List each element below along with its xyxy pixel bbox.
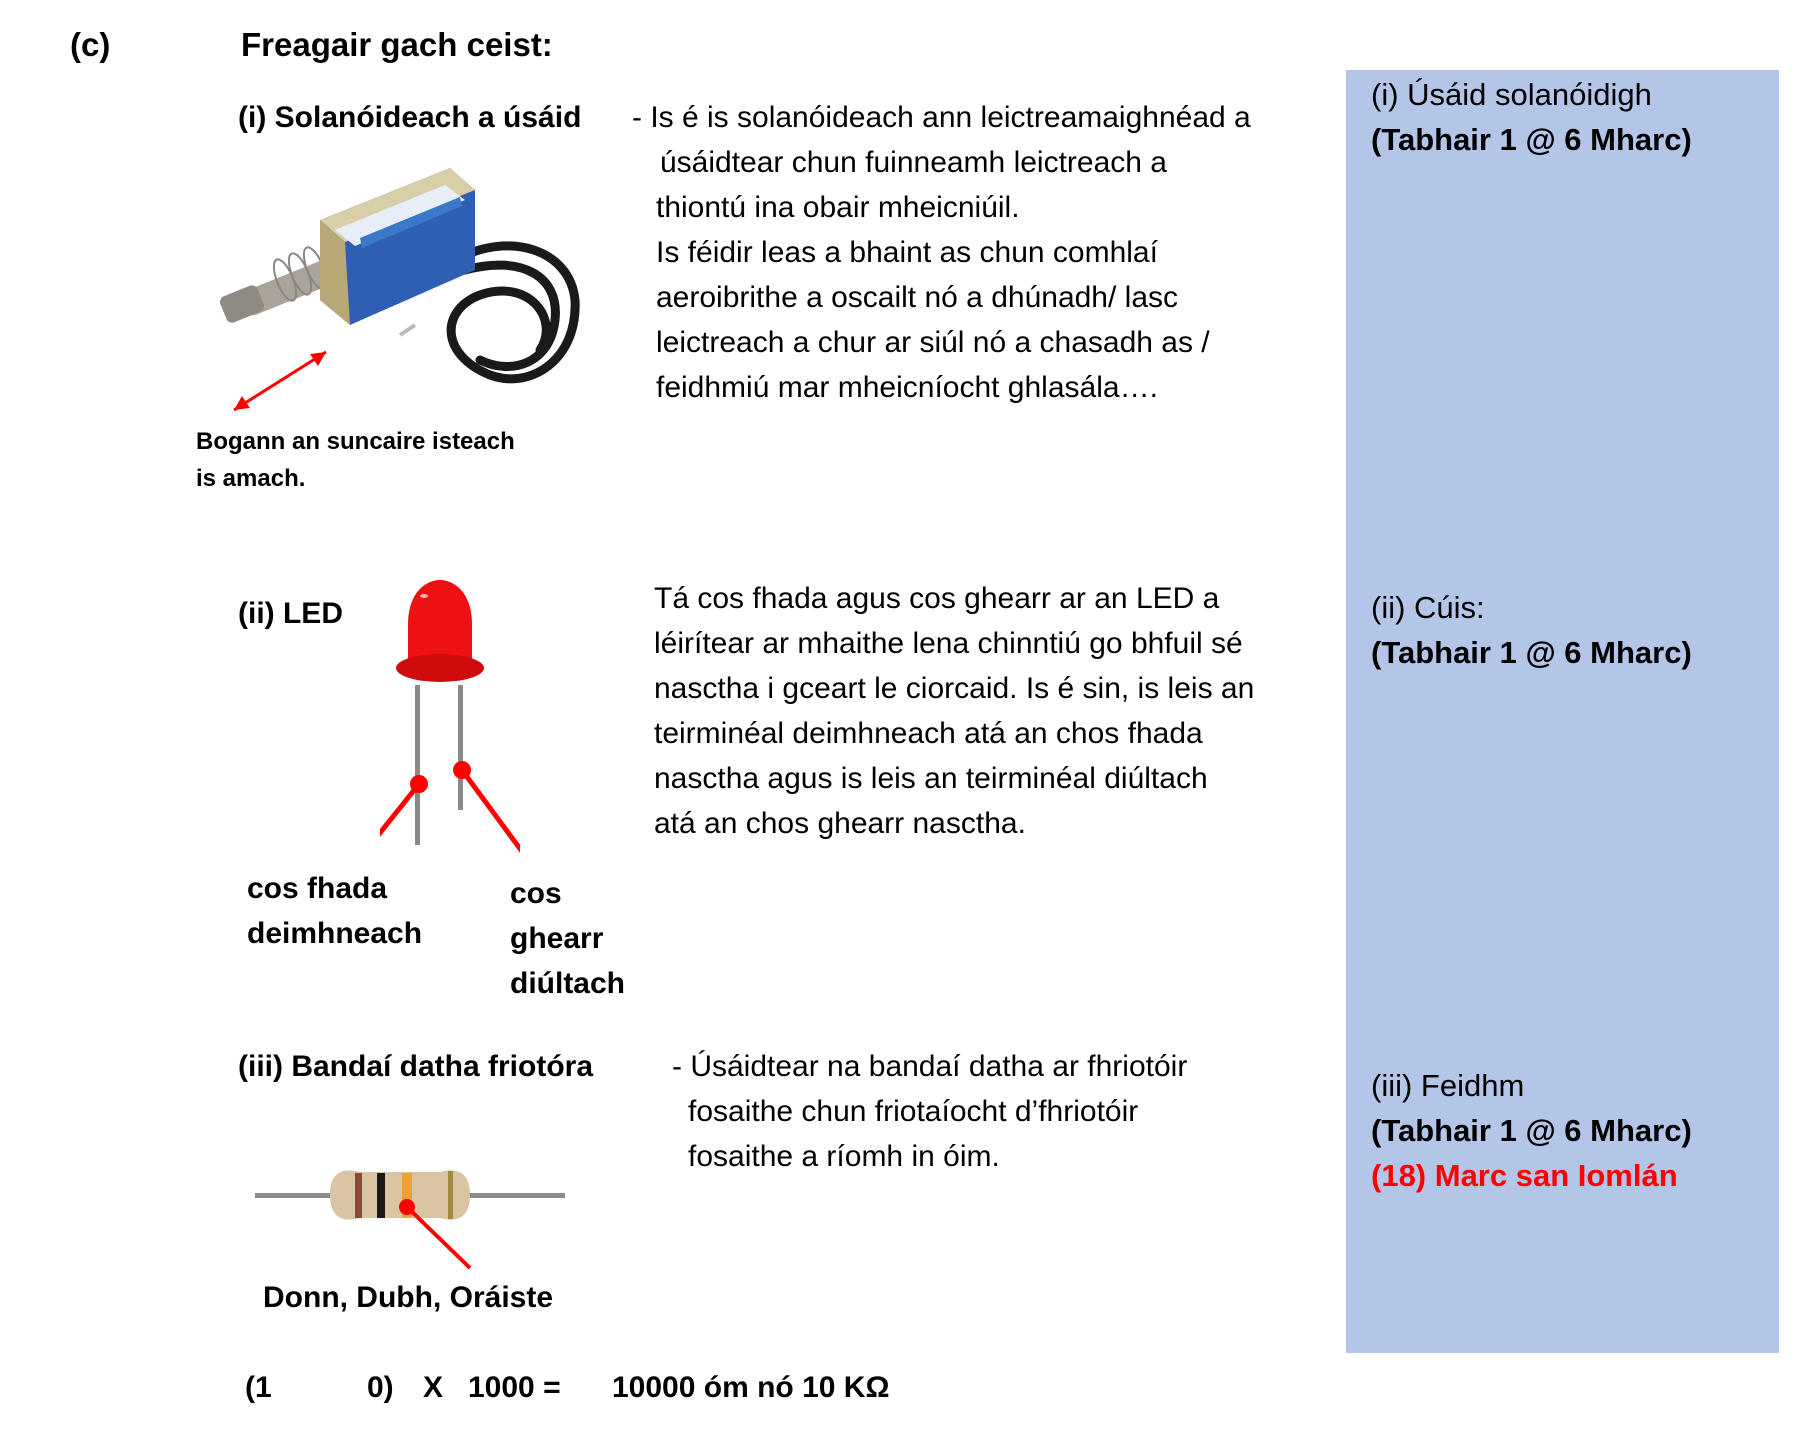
answer-line: léirítear ar mhaithe lena chinntiú go bhfuil sé: [654, 627, 1243, 660]
marking-marks: (Tabhair 1 @ 6 Mharc): [1371, 122, 1692, 157]
part-label: (c): [70, 26, 111, 63]
total-marks: (18) Marc san Iomlán: [1371, 1158, 1678, 1193]
solenoid-caption: [196, 423, 515, 497]
answer-line: teirminéal deimhneach atá an chos fhada: [654, 717, 1203, 750]
resistor-image: [255, 1160, 575, 1270]
movement-arrow-icon: [220, 340, 340, 420]
marking-item-iii: [1371, 1063, 1692, 1198]
long-leg-label: [247, 866, 422, 956]
answer-line: feidhmiú mar mheicníocht ghlasála….: [656, 371, 1158, 404]
answer-line: fosaithe a ríomh in óim.: [688, 1140, 1000, 1173]
label-line: cos: [510, 877, 562, 910]
calc-result: 10000 óm nó 10 KΩ: [612, 1371, 890, 1404]
answer-line: úsáidtear chun fuinneamh leictreach a: [660, 146, 1167, 179]
calc-close: 0): [367, 1371, 394, 1404]
caption-line: Bogann an suncaire isteach: [196, 428, 515, 455]
caption-line: is amach.: [196, 465, 306, 492]
label-line: ghearr: [510, 922, 604, 955]
marking-heading: (ii) Cúis:: [1371, 590, 1485, 625]
band-colors-label: Donn, Dubh, Oráiste: [263, 1281, 554, 1314]
short-leg-label: [510, 871, 625, 1006]
answer-line: - Is é is solanóideach ann leictreamaighnéad a: [632, 101, 1251, 134]
marking-scheme-panel: [1346, 70, 1779, 1353]
label-line: cos fhada: [247, 872, 388, 905]
answer-line: fosaithe chun friotaíocht d’fhriotóir: [688, 1095, 1139, 1128]
label-line: deimhneach: [247, 917, 423, 950]
answer-line: Is féidir leas a bhaint as chun comhlaí: [656, 236, 1158, 269]
label-line: diúltach: [510, 967, 626, 1000]
section-ii-answer: [654, 576, 1254, 846]
marking-marks: (Tabhair 1 @ 6 Mharc): [1371, 1113, 1692, 1148]
answer-line: Tá cos fhada agus cos ghearr ar an LED a: [654, 582, 1220, 615]
section-i-title: (i) Solanóideach a úsáid: [238, 101, 582, 134]
led-image: [380, 580, 520, 860]
answer-line: leictreach a chur ar siúl nó a chasadh as /: [656, 326, 1210, 359]
marking-marks: (Tabhair 1 @ 6 Mharc): [1371, 635, 1692, 670]
calc-multiplier: 1000 =: [468, 1371, 561, 1404]
calc-open: (1: [245, 1371, 272, 1404]
section-iii-answer: [672, 1044, 1187, 1179]
section-iii-title: (iii) Bandaí datha friotóra: [238, 1050, 594, 1083]
section-ii-title: (ii) LED: [238, 597, 343, 630]
section-i-answer: [632, 95, 1251, 410]
calc-times: X: [423, 1371, 444, 1404]
marking-item-ii: [1371, 585, 1692, 675]
marking-heading: (i) Úsáid solanóidigh: [1371, 77, 1652, 112]
answer-line: atá an chos ghearr nasctha.: [654, 807, 1026, 840]
marking-item-i: [1371, 72, 1692, 162]
answer-line: aeroibrithe a oscailt nó a dhúnadh/ lasc: [656, 281, 1179, 314]
answer-line: nasctha i gceart le ciorcaid. Is é sin, is leis an: [654, 672, 1255, 705]
answer-line: nasctha agus is leis an teirminéal diúltach: [654, 762, 1208, 795]
answer-line: thiontú ina obair mheicniúil.: [656, 191, 1020, 224]
page-title: Freagair gach ceist:: [241, 26, 553, 63]
marking-heading: (iii) Feidhm: [1371, 1068, 1525, 1103]
answer-line: - Úsáidtear na bandaí datha ar fhriotóir: [672, 1050, 1188, 1083]
